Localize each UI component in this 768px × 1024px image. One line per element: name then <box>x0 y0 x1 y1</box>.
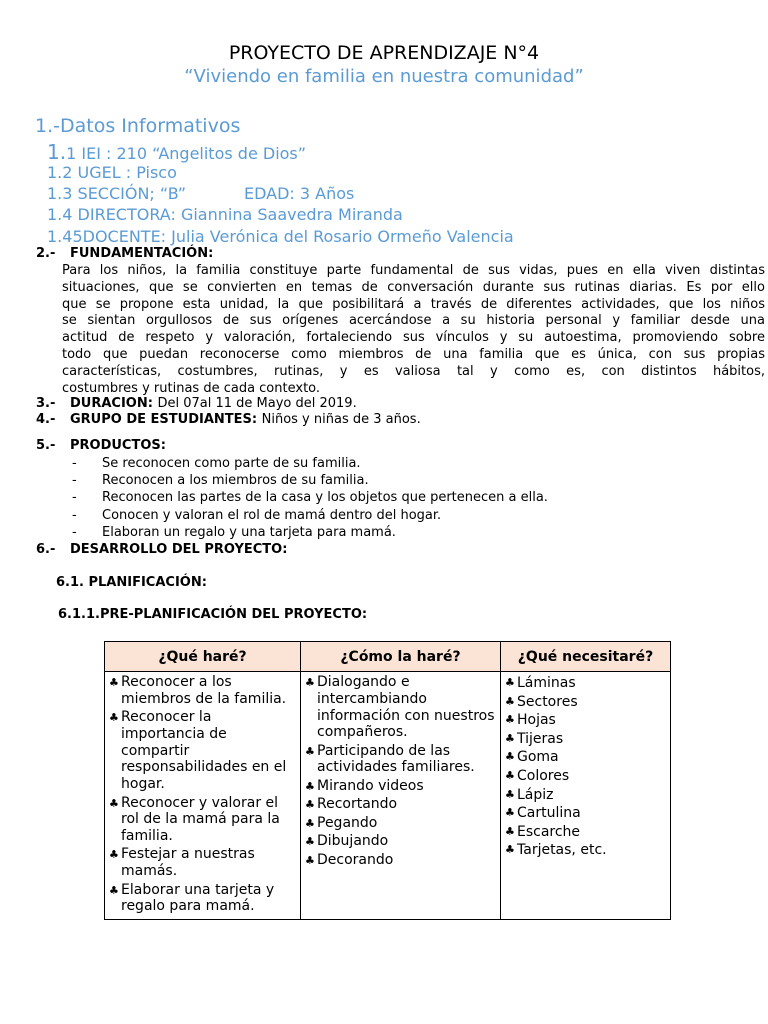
club-suit-icon: ♣ <box>505 694 515 708</box>
table-list-item <box>505 786 667 805</box>
table-item-text: Sectores <box>517 693 578 710</box>
list-item <box>72 456 361 471</box>
list-item-text: Conocen y valoran el rol de mamá dentro del hogar. <box>102 508 442 523</box>
table-item-text: Mirando videos <box>317 777 424 794</box>
section-label: GRUPO DE ESTUDIANTES: <box>70 412 258 427</box>
club-suit-icon: ♣ <box>305 853 315 867</box>
table-item-text: Tarjetas, etc. <box>517 842 607 859</box>
club-suit-icon: ♣ <box>305 744 315 758</box>
paragraph-line: actitud de respeto y valoración, fortaleciendo sus vínculos y su autoestima, promoviendo sobre <box>62 330 765 346</box>
section-label: DURACION: <box>70 396 153 411</box>
table-list-item <box>305 743 497 777</box>
dash-bullet: - <box>72 456 77 471</box>
table-item-text: Tijeras <box>517 730 564 747</box>
club-suit-icon: ♣ <box>109 796 119 810</box>
table-list-item <box>505 730 667 749</box>
paragraph-line: situaciones, que se convierten en temas de conversación durante sus rutinas diarias. Es por ello <box>62 279 765 295</box>
dash-bullet: - <box>72 473 77 488</box>
table-list-item <box>109 709 297 793</box>
table-list-item <box>505 748 667 767</box>
desarrollo-heading <box>36 542 287 557</box>
table-list-item <box>305 852 497 869</box>
table-item-text: Lápiz <box>517 786 554 803</box>
table-item-text: Escarche <box>517 823 581 840</box>
table-list-item <box>505 823 667 842</box>
club-suit-icon: ♣ <box>305 816 315 830</box>
club-suit-icon: ♣ <box>305 779 315 793</box>
grupo-line <box>36 412 421 427</box>
document-title: PROYECTO DE APRENDIZAJE N°4 <box>228 42 540 64</box>
table-list-item <box>505 767 667 786</box>
planificacion-heading: 6.1. PLANIFICACIÓN: <box>56 575 207 590</box>
table-row <box>105 672 671 920</box>
document-subtitle: “Viviendo en familia en nuestra comunidad” <box>184 66 584 87</box>
paragraph-line: que se propone esta unidad, la que posibilitará a través de diferentes actividades, que los niños <box>62 296 765 312</box>
list-item-text: Reconocen a los miembros de su familia. <box>102 473 369 488</box>
datos-docente: 1.45DOCENTE: Julia Verónica del Rosario Ormeño Valencia <box>47 227 514 246</box>
table-item-text: Colores <box>517 767 570 784</box>
list-item-text: Se reconocen como parte de su familia. <box>102 456 361 471</box>
list-item <box>72 473 369 488</box>
table-item-text: Goma <box>517 749 559 766</box>
list-item-text: Elaboran un regalo y una tarjeta para mamá. <box>102 525 396 540</box>
datos-seccion: 1.3 SECCIÓN; “B” <box>47 184 187 203</box>
list-item <box>72 525 396 540</box>
paragraph-line: características, costumbres, rutinas, y es valiosa tal y como es, con distintos hábitos, <box>62 363 765 379</box>
club-suit-icon: ♣ <box>505 731 515 745</box>
club-suit-icon: ♣ <box>505 824 515 838</box>
datos-iei-number: 1. <box>47 140 67 164</box>
table-list-item <box>505 693 667 712</box>
table-list-item <box>109 846 297 880</box>
datos-ugel: 1.2 UGEL : Pisco <box>47 163 177 182</box>
datos-heading: 1.-Datos Informativos <box>35 115 241 137</box>
table-cell-como-la-hare <box>301 672 501 920</box>
table-item-text: Elaborar una tarjeta y regalo para mamá. <box>121 881 275 915</box>
club-suit-icon: ♣ <box>505 787 515 801</box>
duracion-value: Del 07al 11 de Mayo del 2019. <box>157 396 357 411</box>
dash-bullet: - <box>72 490 77 505</box>
club-suit-icon: ♣ <box>305 835 315 849</box>
preplanificacion-table <box>104 641 671 920</box>
dash-bullet: - <box>72 525 77 540</box>
table-list-item <box>109 882 297 916</box>
table-list-item <box>305 815 497 832</box>
list-item <box>72 490 548 505</box>
club-suit-icon: ♣ <box>109 711 119 725</box>
table-list-item <box>505 711 667 730</box>
table-list-item <box>505 674 667 693</box>
table-item-text: Láminas <box>517 675 576 691</box>
table-list-item <box>305 833 497 850</box>
table-item-text: Dialogando e intercambiando información con nuestros compañeros. <box>317 674 495 741</box>
table-header-row <box>105 642 671 672</box>
table-header-como-la-hare: ¿Cómo la haré? <box>301 642 501 672</box>
paragraph-line: se sientan orgullosos de sus orígenes acercándose a su historia personal y familiar desde una <box>62 313 765 329</box>
club-suit-icon: ♣ <box>505 713 515 727</box>
table-header-que-necesitare: ¿Qué necesitaré? <box>501 642 671 672</box>
section-number: 4.- <box>36 412 56 427</box>
table-list-item <box>505 841 667 860</box>
table-item-text: Recortando <box>317 796 398 813</box>
table-item-text: Cartulina <box>517 805 581 822</box>
table-item-text: Reconocer y valorar el rol de la mamá para la familia. <box>121 794 280 845</box>
table-list-item <box>109 674 297 708</box>
table-header-que-hare: ¿Qué haré? <box>105 642 301 672</box>
list-item <box>72 508 441 523</box>
section-number: 3.- <box>36 396 56 411</box>
table-cell-que-hare <box>105 672 301 920</box>
paragraph-line: todo que puedan reconocerse como miembros de una familia que es única, con sus propias <box>62 346 765 362</box>
datos-iei <box>47 140 306 164</box>
section-label: DESARROLLO DEL PROYECTO: <box>70 542 288 557</box>
table-item-text: Pegando <box>317 814 378 831</box>
table-item-text: Reconocer la importancia de compartir responsabilidades en el hogar. <box>121 709 287 793</box>
club-suit-icon: ♣ <box>305 676 315 689</box>
fundamentacion-paragraph <box>62 263 765 397</box>
section-number: 2.- <box>36 246 56 261</box>
dash-bullet: - <box>72 508 77 523</box>
list-item-text: Reconocen las partes de la casa y los objetos que pertenecen a ella. <box>102 490 548 505</box>
club-suit-icon: ♣ <box>109 883 119 897</box>
table-list-item <box>305 778 497 795</box>
table-list-item <box>505 804 667 823</box>
table-item-text: Participando de las actividades familiares. <box>317 742 475 776</box>
club-suit-icon: ♣ <box>505 768 515 782</box>
datos-iei-text: 1 IEI : 210 “Angelitos de Dios” <box>66 144 307 163</box>
table-list-item <box>305 674 497 741</box>
duracion-line <box>36 396 357 411</box>
section-label: PRODUCTOS: <box>70 438 166 453</box>
datos-edad: EDAD: 3 Años <box>244 184 355 203</box>
fundamentacion-heading <box>36 246 213 261</box>
club-suit-icon: ♣ <box>109 848 119 862</box>
table-list-item <box>305 796 497 813</box>
productos-heading <box>36 438 166 453</box>
club-suit-icon: ♣ <box>505 806 515 820</box>
table-item-text: Festejar a nuestras mamás. <box>121 846 255 880</box>
section-number: 5.- <box>36 438 56 453</box>
table-item-text: Decorando <box>317 851 394 868</box>
table-item-text: Hojas <box>517 712 556 729</box>
club-suit-icon: ♣ <box>505 750 515 764</box>
club-suit-icon: ♣ <box>505 843 515 857</box>
table-item-text: Reconocer a los miembros de la familia. <box>121 674 287 707</box>
section-number: 6.- <box>36 542 56 557</box>
paragraph-line: Para los niños, la familia constituye parte fundamental de sus vidas, pues en ella viven distintas <box>62 263 765 278</box>
paragraph-line: costumbres y rutinas de cada contexto. <box>62 380 321 396</box>
preplanificacion-heading: 6.1.1.PRE-PLANIFICACIÓN DEL PROYECTO: <box>58 607 368 622</box>
club-suit-icon: ♣ <box>305 798 315 812</box>
table-list-item <box>109 795 297 845</box>
grupo-value: Niños y niñas de 3 años. <box>261 412 421 427</box>
datos-directora: 1.4 DIRECTORA: Giannina Saavedra Miranda <box>47 205 403 224</box>
club-suit-icon: ♣ <box>505 676 515 689</box>
table-cell-que-necesitare <box>501 672 671 920</box>
section-label: FUNDAMENTACIÓN: <box>70 246 214 261</box>
table-item-text: Dibujando <box>317 833 389 850</box>
club-suit-icon: ♣ <box>109 676 119 689</box>
